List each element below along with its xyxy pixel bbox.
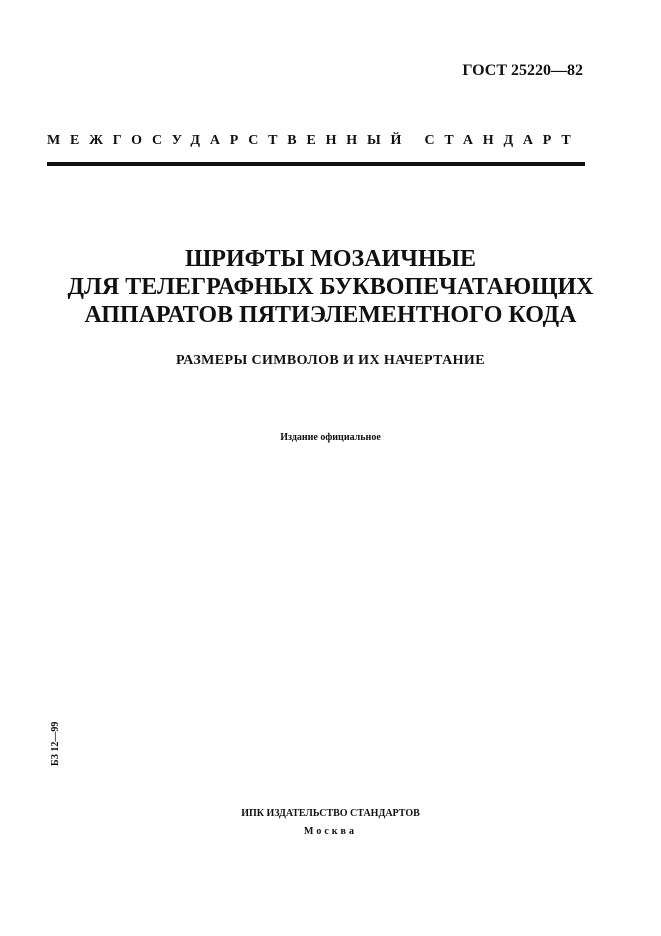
title-line-2: ДЛЯ ТЕЛЕГРАФНЫХ БУКВОПЕЧАТАЮЩИХ: [67, 274, 594, 300]
publisher-city: Москва: [304, 826, 357, 837]
standard-number: ГОСТ 25220—82: [462, 62, 583, 79]
title-line-3: АППАРАТОВ ПЯТИЭЛЕМЕНТНОГО КОДА: [84, 302, 577, 328]
edition-note: Издание официальное: [280, 432, 381, 443]
header-divider: [47, 162, 585, 166]
title-line-1: ШРИФТЫ МОЗАИЧНЫЕ: [184, 246, 477, 272]
document-title: [0, 245, 661, 329]
side-code: БЗ 12—99: [50, 721, 61, 766]
publisher: ИПК ИЗДАТЕЛЬСТВО СТАНДАРТОВ: [241, 808, 420, 819]
standard-type-heading: МЕЖГОСУДАРСТВЕННЫЙ СТАНДАРТ: [47, 133, 581, 148]
document-subtitle: РАЗМЕРЫ СИМВОЛОВ И ИХ НАЧЕРТАНИЕ: [176, 353, 485, 368]
